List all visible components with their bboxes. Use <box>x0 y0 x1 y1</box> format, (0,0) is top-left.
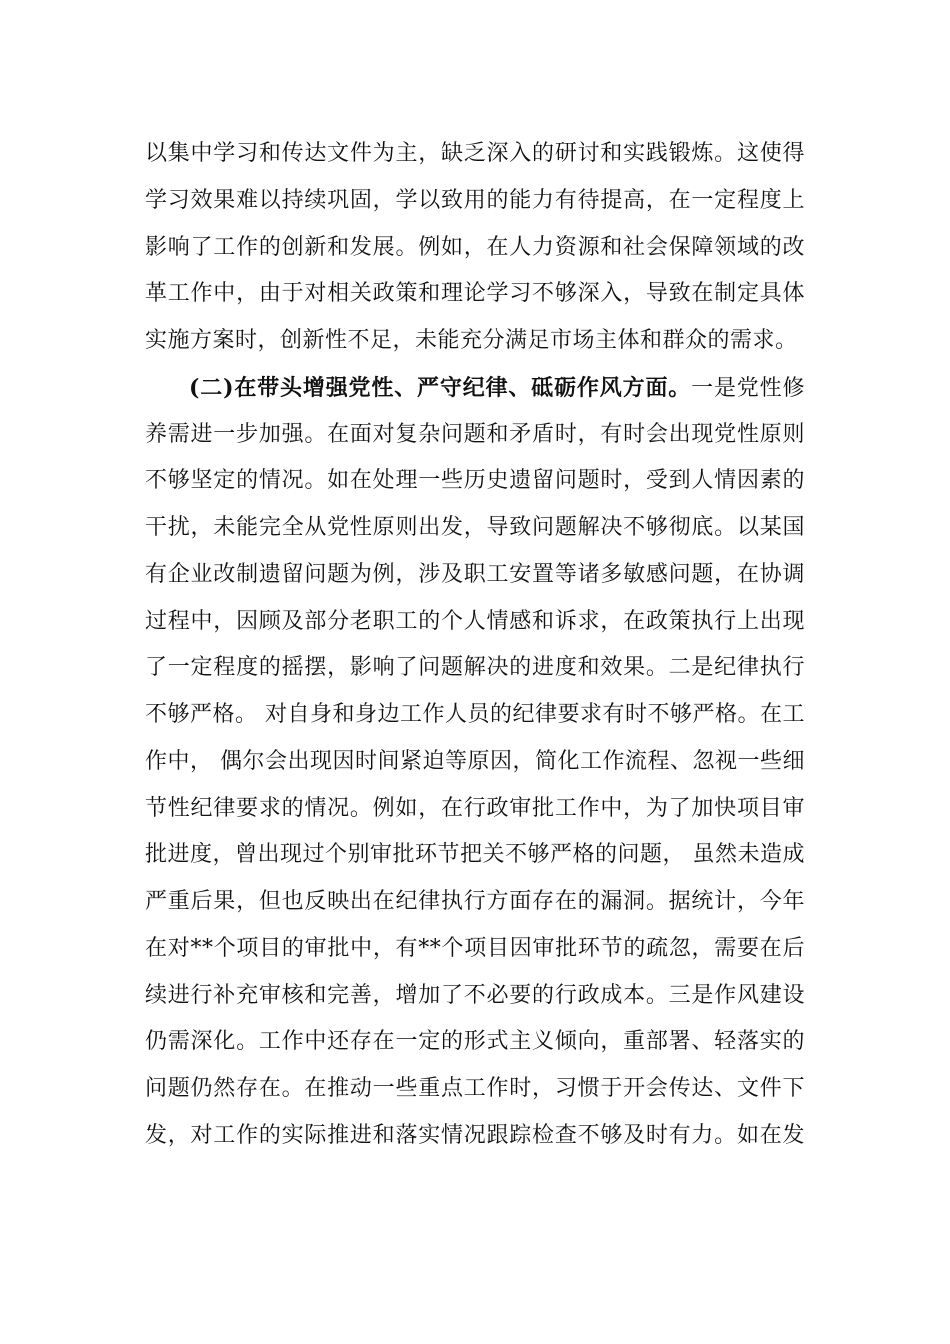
text-line: 在对**个项目的审批中，有**个项目因审批环节的疏忽，需要在后 <box>145 935 805 961</box>
section-heading: (二)在带头增强党性、严守纪律、砥砺作风方面。 <box>189 374 692 401</box>
text-line: 不够坚定的情况。如在处理一些历史遗留问题时，受到人情因素的 <box>145 468 805 494</box>
section-heading-line <box>145 365 805 412</box>
text-line: 影响了工作的创新和发展。例如，在人力资源和社会保障领域的改 <box>145 234 805 260</box>
text-line: 作中， 偶尔会出现因时间紧迫等原因，简化工作流程、忽视一些细 <box>145 748 805 774</box>
text-line: 严重后果，但也反映出在纪律执行方面存在的漏洞。据统计，今年 <box>145 889 805 914</box>
text-line: 仍需深化。工作中还存在一定的形式主义倾向，重部署、轻落实的 <box>145 1029 805 1055</box>
text-line: 节性纪律要求的情况。例如，在行政审批工作中，为了加快项目审 <box>145 795 805 821</box>
text-line: 问题仍然存在。在推动一些重点工作时，习惯于开会传达、文件下 <box>145 1076 805 1101</box>
text-line: 有企业改制遗留问题为例，涉及职工安置等诸多敏感问题，在协调 <box>145 561 805 587</box>
text-line: 过程中，因顾及部分老职工的个人情感和诉求，在政策执行上出现 <box>145 608 805 634</box>
text-line: 发，对工作的实际推进和落实情况跟踪检查不够及时有力。如在发 <box>145 1122 805 1148</box>
section-heading-rest: 一是党性修 <box>691 375 805 401</box>
text-line: 学习效果难以持续巩固，学以致用的能力有待提高，在一定程度上 <box>145 187 805 213</box>
text-line: 养需进一步加强。在面对复杂问题和矛盾时，有时会出现党性原则 <box>145 421 805 447</box>
text-line: 批进度，曾出现过个别审批环节把关不够严格的问题， 虽然未造成 <box>145 842 805 868</box>
text-line: 了一定程度的摇摆，影响了问题解决的进度和效果。二是纪律执行 <box>145 655 805 681</box>
text-line: 不够严格。 对自身和身边工作人员的纪律要求有时不够严格。在工 <box>145 702 805 727</box>
text-line: 实施方案时，创新性不足，未能充分满足市场主体和群众的需求。 <box>145 328 798 353</box>
text-line: 革工作中，由于对相关政策和理论学习不够深入，导致在制定具体 <box>145 281 805 307</box>
text-line: 以集中学习和传达文件为主，缺乏深入的研讨和实践锻炼。这使得 <box>145 141 805 166</box>
text-line: 续进行补充审核和完善，增加了不必要的行政成本。三是作风建设 <box>145 982 805 1008</box>
text-line: 干扰，未能完全从党性原则出发，导致问题解决不够彻底。以某国 <box>145 515 805 540</box>
document-body <box>145 131 805 1160</box>
